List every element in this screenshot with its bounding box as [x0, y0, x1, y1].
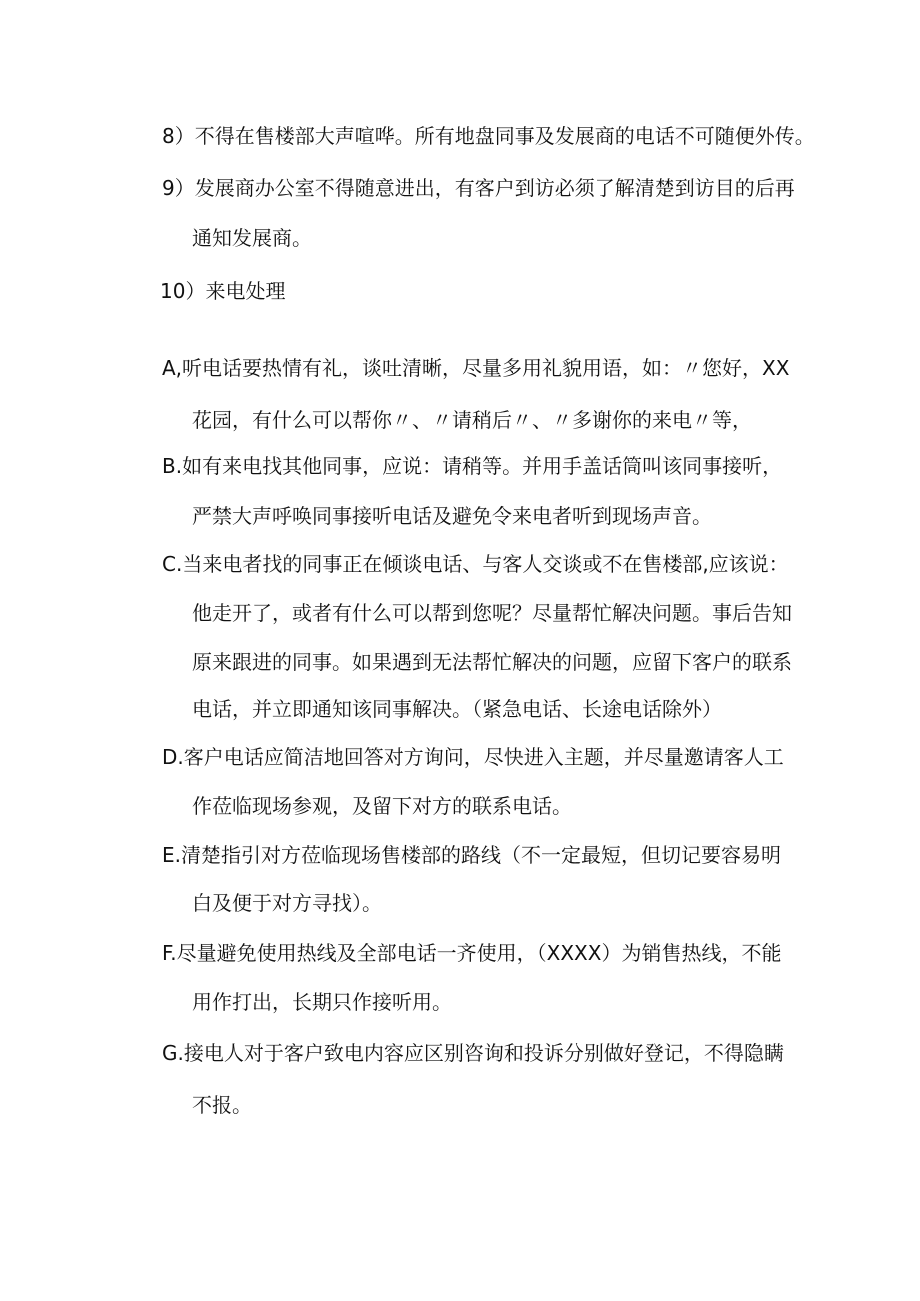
item-e-line-2: 白及便于对方寻找）。 — [192, 891, 382, 915]
item-d-line-1: D.客户电话应简洁地回答对方询问，尽快进入主题，并尽量邀请客人工 — [162, 745, 784, 769]
rule-10-heading: 10）来电处理 — [160, 279, 286, 303]
item-c-line-4: 电话，并立即通知该同事解决。（紧急电话、长途电话除外） — [192, 697, 722, 721]
item-e-line-1: E.清楚指引对方莅临现场售楼部的路线（不一定最短，但切记要容易明 — [162, 843, 781, 867]
item-a-line-1: A,听电话要热情有礼，谈吐清晰，尽量多用礼貌用语，如：〃您好，XX — [162, 356, 790, 380]
rule-8-line-1: 8）不得在售楼部大声喧哗。所有地盘同事及发展商的电话不可随便外传。 — [162, 124, 815, 148]
item-b-line-2: 严禁大声呼唤同事接听电话及避免令来电者听到现场声音。 — [192, 504, 712, 528]
item-b-line-1: B.如有来电找其他同事，应说：请稍等。并用手盖话筒叫该同事接听， — [162, 454, 783, 478]
item-d-line-2: 作莅临现场参观，及留下对方的联系电话。 — [192, 794, 572, 818]
item-c-line-2: 他走开了，或者有什么可以帮到您呢？尽量帮忙解决问题。事后告知 — [192, 601, 792, 625]
rule-9-line-2: 通知发展商。 — [192, 226, 312, 250]
item-g-line-1: G.接电人对于客户致电内容应区别咨询和投诉分别做好登记，不得隐瞒 — [162, 1041, 784, 1065]
rule-9-line-1: 9）发展商办公室不得随意进出，有客户到访必须了解清楚到访目的后再 — [162, 176, 795, 200]
item-c-line-1: C.当来电者找的同事正在倾谈电话、与客人交谈或不在售楼部,应该说： — [162, 552, 789, 576]
item-a-line-2: 花园，有什么可以帮你〃、〃请稍后〃、〃多谢你的来电〃等， — [192, 408, 752, 432]
item-f-line-2: 用作打出，长期只作接听用。 — [192, 990, 452, 1014]
item-f-line-1: F.尽量避免使用热线及全部电话一齐使用，（XXXX）为销售热线，不能 — [162, 941, 782, 965]
item-c-line-3: 原来跟进的同事。如果遇到无法帮忙解决的问题，应留下客户的联系 — [192, 650, 792, 674]
item-g-line-2: 不报。 — [192, 1093, 252, 1117]
